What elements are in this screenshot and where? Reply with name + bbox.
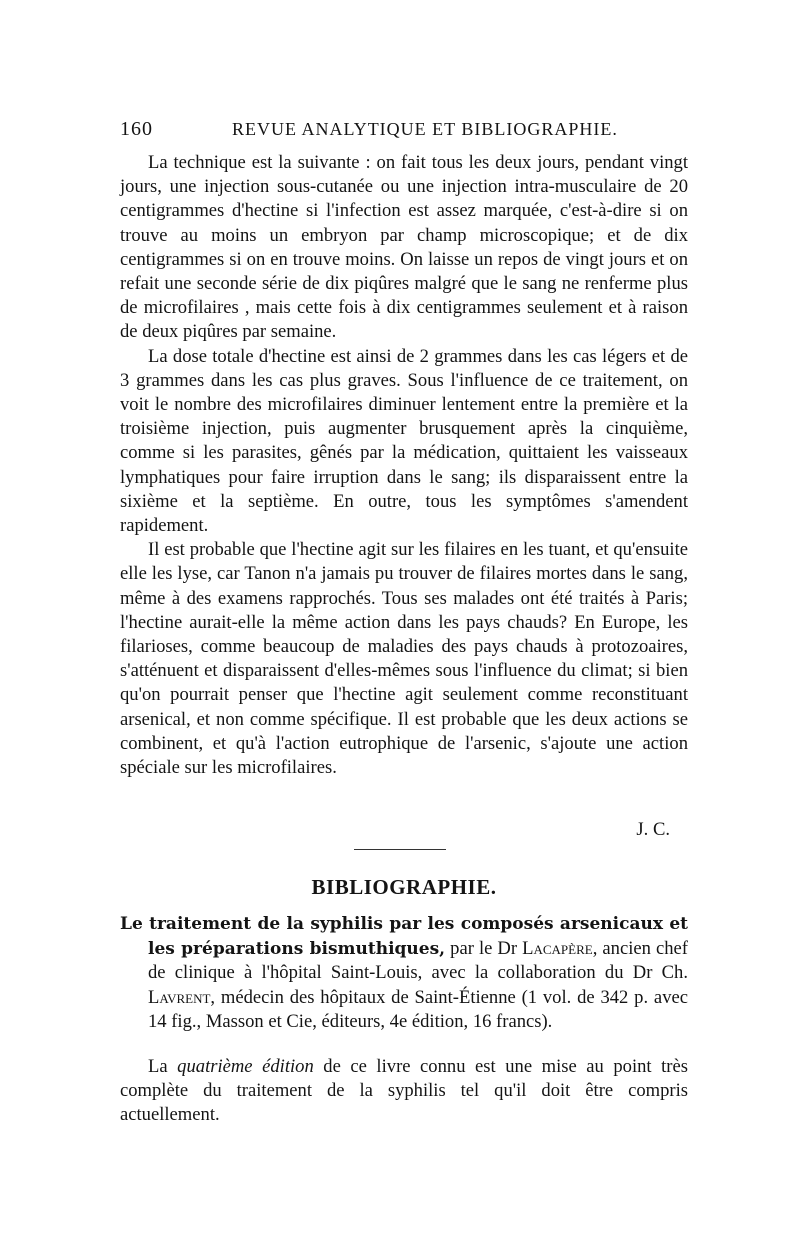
author-signature: J. C. (636, 819, 670, 840)
page-header (120, 118, 686, 144)
collaborator-name: Lavrent, (148, 986, 216, 1008)
review-start: La (148, 1056, 168, 1077)
author-name: Lacapère, (522, 937, 598, 959)
review-emphasis: quatrième édition (177, 1056, 314, 1077)
running-title: REVUE ANALYTIQUE ET BIBLIOGRAPHIE. (232, 119, 618, 139)
review-paragraph (120, 1055, 688, 1128)
review-text: de ce livre connu est une mise au point très complète du traitement de la syphilis tel qu'il doit être compris actuellement. (120, 1056, 688, 1126)
bibliography-entry (120, 912, 688, 1035)
section-divider (354, 849, 446, 850)
paragraph-dose: La dose totale d'hectine est ainsi de 2 grammes dans les cas légers et de 3 grammes dans les cas plus graves. Sous l'influence de ce traitement, on voit le nombre des microfilaires diminuer lentement entre la première et la troisième injection, puis augmenter brusquement après la cinquième, comme si les parasites, gênés par la médication, quittaient les vaisseaux lymphatiques pour faire irruption dans le sang; ils disparaissent entre la sixième et la septième. En outre, tous les symptômes s'amendent rapidement. (120, 345, 688, 537)
section-title: BIBLIOGRAPHIE. (311, 875, 497, 899)
bibliography-citation (120, 912, 688, 1035)
book-title: Le traitement de la syphilis par les composés arsenicaux et les préparations bismuthiques, (120, 914, 688, 959)
publication-details: médecin des hôpitaux de Saint-Étienne (1 vol. de 342 p. avec 14 fig., Masson et Cie, éditeurs, 4e édition, 16 francs). (148, 986, 688, 1033)
page-number: 160 (120, 118, 153, 140)
paragraph-technique: La technique est la suivante : on fait tous les deux jours, pendant vingt jours, une injection sous-cutanée ou une injection intra-musculaire de 20 centigrammes d'hectine si l'infection est assez marquée, c'est-à-dire si on trouve au moins un embryon par champ microscopique; et de dix centigrammes si on en trouve moins. On laisse un repos de vingt jours et on refait une seconde série de dix piqûres malgré que le sang ne renferme plus de microfilaires , mais cette fois à dix centigrammes seulement et à raison de deux piqûres par semaine. (120, 152, 688, 343)
author-role: ancien chef de clinique à l'hôpital Saint-Louis, avec la collaboration du (148, 937, 688, 984)
paragraph-hypothesis: Il est probable que l'hectine agit sur les filaires en les tuant, et qu'ensuite elle les lyse, car Tanon n'a jamais pu trouver de filaires mortes dans le sang, même à des examens rapprochés. Tous ses malades ont été traités à Paris; l'hectine aurait-elle la même action dans les pays chauds? En Europe, les filarioses, comme beaucoup de maladies des pays chauds à protozoaires, s'atténuent et disparaissent d'elles-mêmes sous l'influence du climat; si bien qu'on pourrait penser que l'hectine agit seulement comme reconstituant arsenical, et non comme spécifique. Il est probable que les deux actions se combinent, et qu'à l'action eutrophique de l'arsenic, s'ajoute une action spéciale sur les microfilaires. (120, 539, 688, 779)
collaborator-prefix: Dr Ch. (632, 962, 688, 984)
article-body (120, 151, 688, 780)
book-review (120, 1055, 688, 1128)
author-prefix: par le Dr (450, 937, 518, 959)
